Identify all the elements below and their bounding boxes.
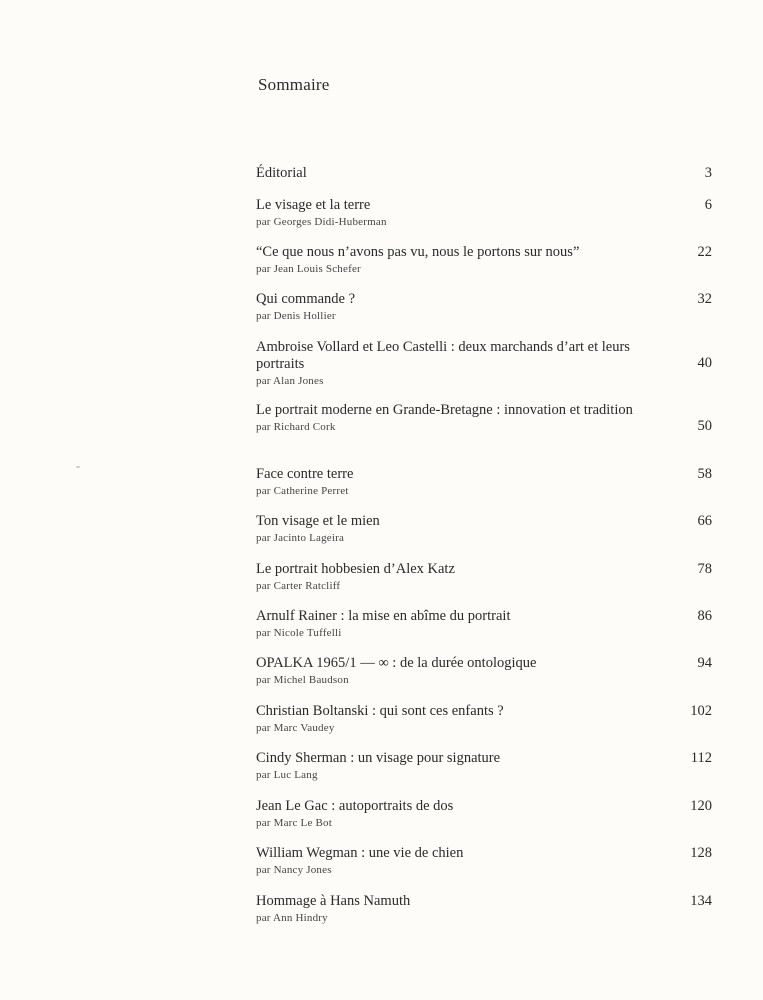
toc-entry [256,750,712,782]
page-number: 94 [697,655,712,671]
entry-title: Éditorial [256,165,307,181]
entry-title: Hommage à Hans Namuth [256,893,411,909]
toc-entry [256,703,712,735]
entry-author: par Alan Jones [256,375,324,387]
page-number: 66 [697,513,712,529]
page-number: 40 [697,355,712,371]
toc-entry [256,244,712,276]
toc-entry [256,513,712,545]
entry-author: par Nicole Tuffelli [256,627,342,639]
page-number: 22 [697,244,712,260]
entry-title: Face contre terre [256,466,354,482]
page-title: Sommaire [258,75,330,94]
page-number: 78 [697,561,712,577]
page-number: 86 [697,608,712,624]
toc-entry [256,845,712,877]
toc-entry [256,402,712,434]
entry-author: par Nancy Jones [256,864,332,876]
entry-author: par Carter Ratcliff [256,580,341,592]
toc-entry [256,561,712,593]
entry-author: par Richard Cork [256,421,336,433]
entry-title: Christian Boltanski : qui sont ces enfants ? [256,703,504,719]
paper-speck [76,466,80,468]
page-number: 6 [704,197,712,213]
entry-title: Cindy Sherman : un visage pour signature [256,750,501,766]
entry-title: “Ce que nous n’avons pas vu, nous le portons sur nous” [256,244,580,260]
entry-author: par Denis Hollier [256,310,336,322]
page-number: 112 [690,750,712,766]
toc-entry [256,608,712,640]
toc-entry [256,291,712,323]
entry-title: William Wegman : une vie de chien [256,845,464,861]
entry-author: par Michel Baudson [256,674,349,686]
entry-author: par Marc Le Bot [256,817,332,829]
entry-title: Ambroise Vollard et Leo Castelli : deux marchands d’art et leurs portraits [256,339,630,372]
page-number: 134 [690,893,712,909]
entry-title: Le portrait moderne en Grande-Bretagne : innovation et tradition [256,402,633,418]
page-number: 128 [690,845,712,861]
page-number: 102 [690,703,712,719]
entry-title: Ton visage et le mien [256,513,380,529]
entry-author: par Jacinto Lageira [256,532,345,544]
page-number: 58 [697,466,712,482]
entry-title: OPALKA 1965/1 — ∞ : de la durée ontologique [256,655,537,671]
entry-author: par Jean Louis Schefer [256,263,361,275]
toc-entry [256,798,712,830]
entry-author: par Ann Hindry [256,912,328,924]
page-number: 32 [697,291,712,307]
entry-author: par Catherine Perret [256,485,349,497]
toc-entry [256,893,712,925]
toc-entry [256,339,712,388]
entry-author: par Luc Lang [256,769,318,781]
entry-title: Qui commande ? [256,291,356,307]
entry-author: par Marc Vaudey [256,722,335,734]
entry-title: Le portrait hobbesien d’Alex Katz [256,561,455,577]
toc-entry [256,165,712,182]
page-number: 50 [697,418,712,434]
page-number: 3 [704,165,712,181]
entry-author: par Georges Didi-Huberman [256,216,387,228]
entry-title: Arnulf Rainer : la mise en abîme du portrait [256,608,511,624]
entry-title: Jean Le Gac : autoportraits de dos [256,798,454,814]
toc-entry [256,466,712,498]
toc-entry [256,655,712,687]
page-number: 120 [690,798,712,814]
toc-entry [256,197,712,229]
entry-title: Le visage et la terre [256,197,371,213]
